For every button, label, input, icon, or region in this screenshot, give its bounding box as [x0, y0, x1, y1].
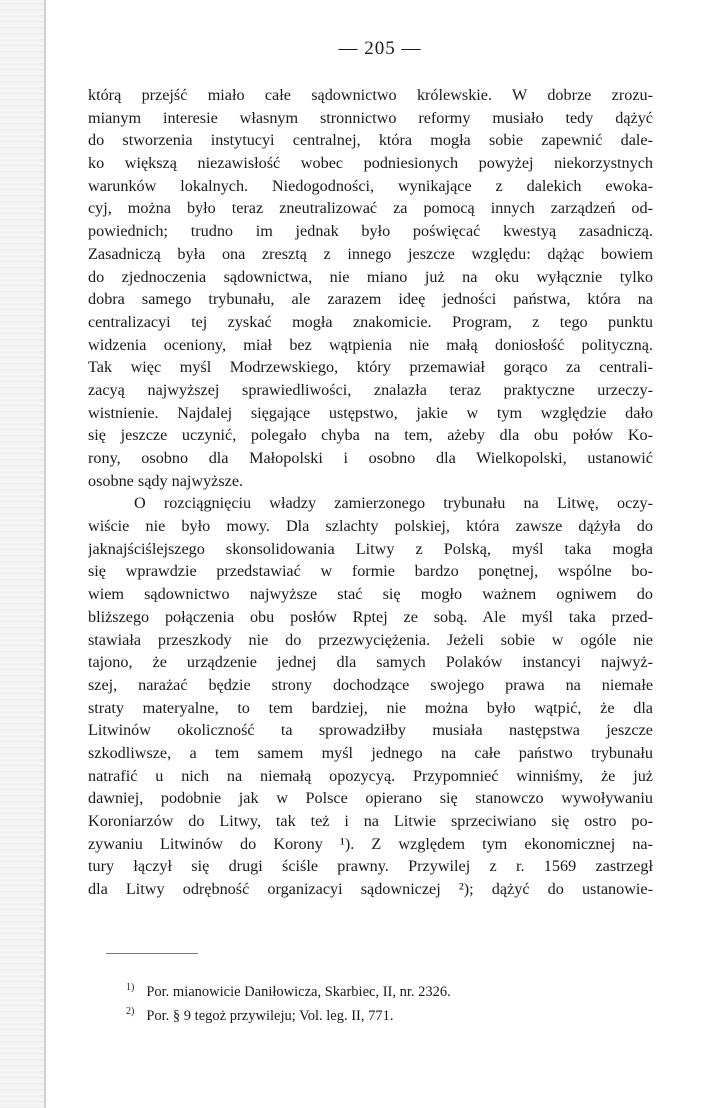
text-line: do zjednoczenia sądownictwa, nie miano już na oku wyłącznie tylko: [88, 267, 653, 286]
text-line: się wprawdzie przedstawiać w formie bardzo ponętnej, wspólne bo-: [88, 562, 653, 581]
page-gutter-edge: [44, 0, 46, 1108]
text-line-paragraph-end: osobne sądy najwyższe.: [88, 471, 244, 490]
page-number: — 205 —: [338, 38, 422, 59]
footnote-separator: [106, 953, 198, 954]
text-line: tajono, że urządzenie jednej dla samych Polaków instancyi najwyż-: [88, 653, 653, 672]
text-line: zacyą najwyższej sprawiedliwości, znalazła teraz praktyczne urzeczy-: [88, 380, 653, 399]
text-line: straty materyalne, to tem bardziej, nie można było wątpić, że dla: [88, 698, 653, 717]
text-line: którą przejść miało całe sądownictwo królewskie. W dobrze zrozu-: [88, 86, 653, 104]
footnotes: [126, 976, 566, 1024]
footnote-marker: 2): [126, 1006, 135, 1017]
text-line: szkodliwsze, a tem samem myśl jednego na całe państwo trybunału: [88, 743, 653, 762]
text-line-paragraph-start: O rozciągnięciu władzy zamierzonego trybunału na Litwę, oczy-: [134, 494, 653, 513]
text-line: Tak więc myśl Modrzewskiego, który przemawiał gorąco za centrali-: [88, 358, 653, 377]
text-line: zywaniu Litwinów do Korony ¹). Z względem tym ekonomicznej na-: [88, 834, 653, 853]
text-line: dla Litwy odrębność organizacyi sądowniczej ²); dążyć do ustanowie-: [88, 880, 653, 899]
text-line: mianym interesie własnym stronnictwo reformy musiało tedy dążyć: [88, 108, 653, 127]
text-line: Zasadniczą była ona zresztą z innego jeszcze względu: dążąc bowiem: [88, 244, 653, 263]
text-line: stawiała przeszkody nie do przezwyciężenia. Jeżeli sobie w ogóle nie: [88, 630, 653, 649]
text-line: centralizacyi tej zyskać mogła znakomicie. Program, z tego punktu: [88, 312, 653, 331]
footnote-marker: 1): [126, 982, 135, 993]
body-text: [88, 84, 653, 901]
text-line: warunków lokalnych. Niedogodności, wynikające z dalekich ewoka-: [88, 176, 653, 195]
footnote-text: Por. mianowicie Daniłowicza, Skarbiec, II, nr. 2326.: [146, 983, 451, 1000]
text-line: cyj, można było teraz zneutralizować za pomocą innych zarządzeń od-: [88, 199, 653, 218]
text-line: wiem sądownictwo najwyższe stać się mogło ważnem ogniwem do: [88, 585, 653, 604]
text-line: widzenia oceniony, miał bez wątpienia nie małą doniosłość polityczną.: [88, 335, 653, 354]
text-line: do stworzenia instytucyi centralnej, która mogła sobie zapewnić dale-: [88, 131, 653, 150]
text-line: Litwinów okoliczność ta sprowadziłby musiała następstwa jeszcze: [88, 721, 653, 740]
text-line: wistnienie. Najdalej sięgające ustępstwo, jakie w tym względzie dało: [88, 403, 653, 422]
text-line: rony, osobno dla Małopolski i osobno dla Wielkopolski, ustanowić: [88, 449, 653, 467]
text-line: ko większą niezawisłość wobec podniesionych powyżej niekorzystnych: [88, 154, 653, 173]
text-line: wiście nie było mowy. Dla szlachty polskiej, która zawsze dążyła do: [88, 517, 653, 536]
text-line: tury łączył się drugi ściśle prawny. Przywilej z r. 1569 zastrzegł: [88, 857, 653, 876]
page-gutter-shadow: [0, 0, 46, 1108]
footnote-text: Por. § 9 tegoż przywileju; Vol. leg. II, 771.: [146, 1007, 394, 1024]
text-line: Koroniarzów do Litwy, tak też i na Litwie sprzeciwiano się ostro po-: [88, 812, 653, 830]
text-line: jaknajściślejszego skonsolidowania Litwy z Polską, myśl taka mogła: [88, 539, 653, 558]
footnote-2: [126, 1000, 566, 1024]
footnote-1: [126, 976, 566, 1000]
text-line: się jeszcze uczynić, polegało chyba na tem, ażeby dla obu połów Ko-: [88, 426, 653, 445]
text-line: bliższego połączenia obu posłów Rptej ze sobą. Ale myśl taka przed-: [88, 607, 653, 626]
text-line: powiednich; trudno im jednak było poświęcać kwestyą zasadniczą.: [88, 222, 653, 241]
text-line: natrafić u nich na niemałą opozycyą. Przypomnieć winniśmy, że już: [88, 766, 653, 785]
text-line: szej, narażać będzie strony dochodzące swojego prawa na niemałe: [88, 675, 653, 694]
text-line: dawniej, podobnie jak w Polsce opierano się stanowczo wywoływaniu: [88, 789, 653, 808]
text-line: dobra samego trybunału, ale zarazem ideę jedności państwa, która na: [88, 290, 653, 309]
